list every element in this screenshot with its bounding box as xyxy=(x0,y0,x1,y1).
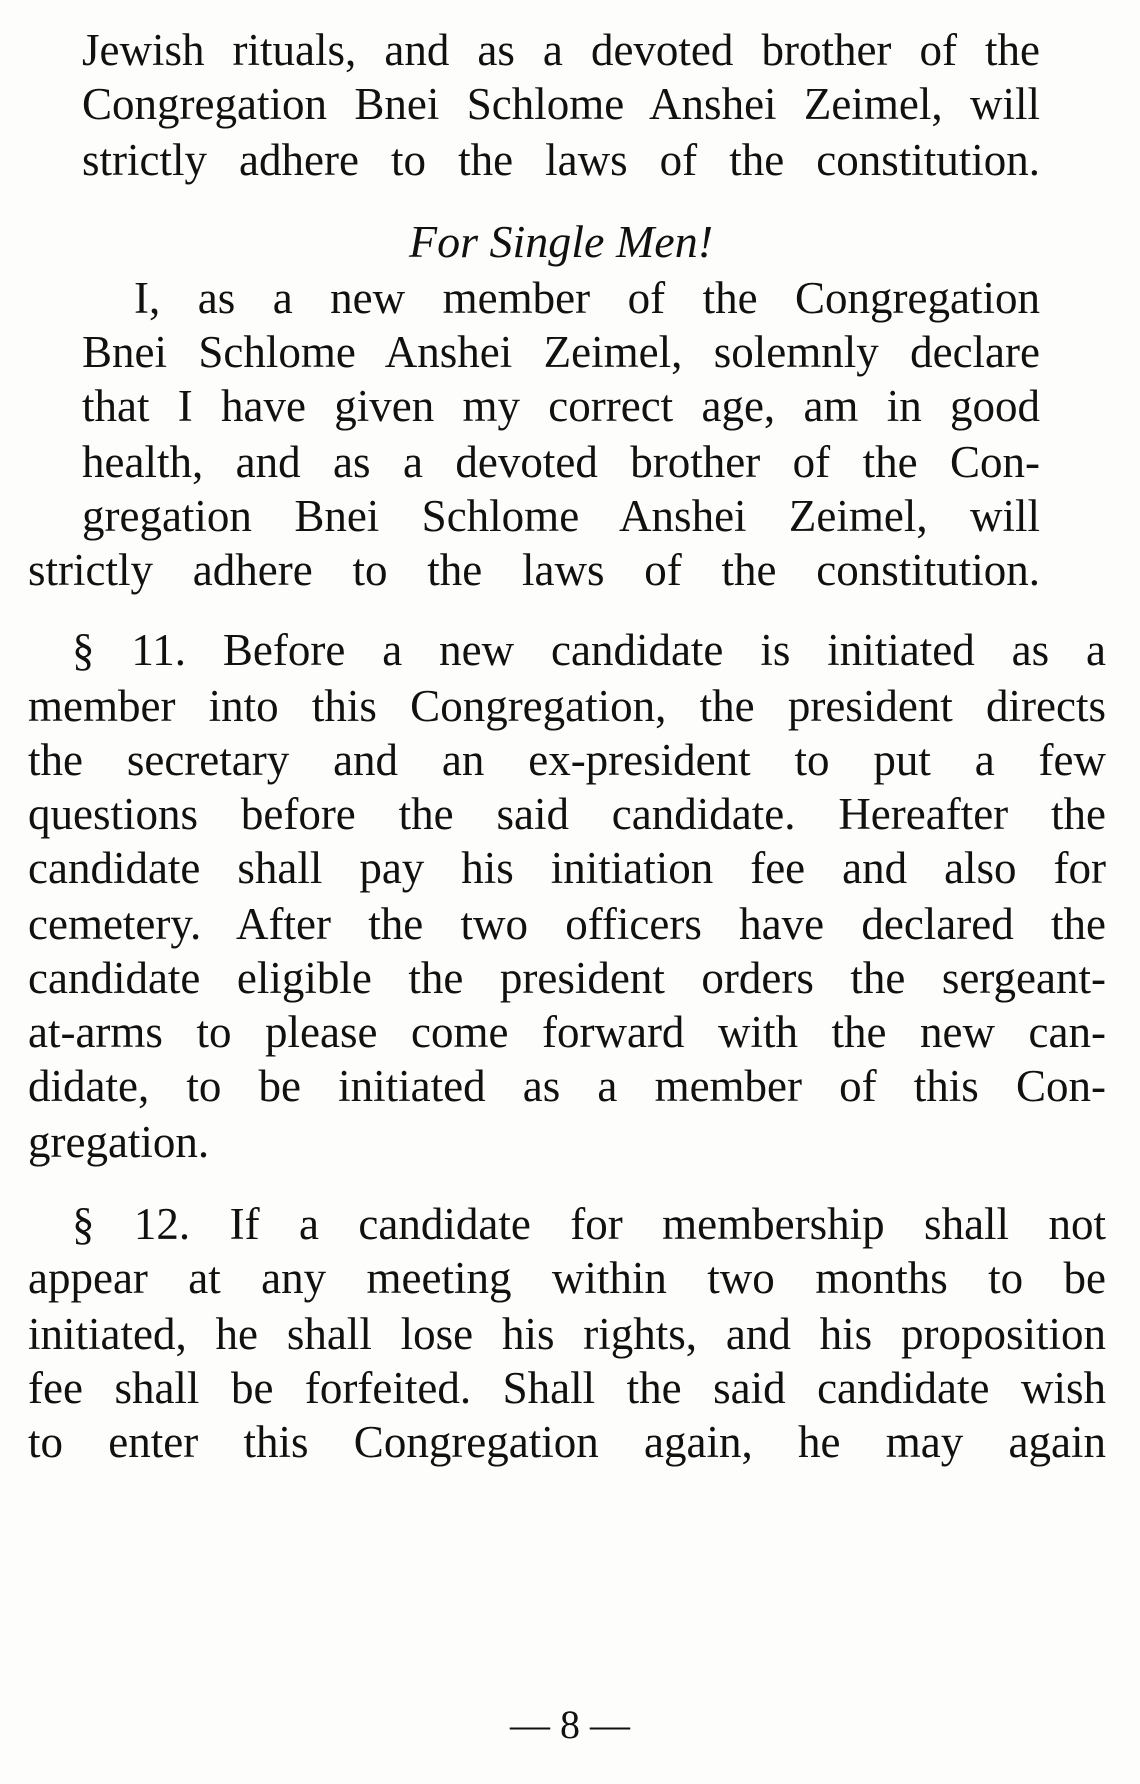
single-men-line-2: Bnei Schlome Anshei Zeimel, solemnly declare xyxy=(82,327,1040,377)
section-11-line-9: didate, to be initiated as a member of this Con- xyxy=(28,1061,1106,1111)
section-11-line-6: cemetery. After the two officers have declared the xyxy=(28,899,1106,949)
intro-line-2: Congregation Bnei Schlome Anshei Zeimel, will xyxy=(82,79,1040,129)
section-12-line-3: initiated, he shall lose his rights, and his proposition xyxy=(28,1309,1106,1359)
section-11-line-2: member into this Congregation, the president directs xyxy=(28,681,1106,731)
single-men-heading: For Single Men! xyxy=(408,216,714,267)
single-men-line-1: I, as a new member of the Congregation xyxy=(134,273,1040,323)
section-11-line-10: gregation. xyxy=(28,1117,210,1167)
section-12-line-2: appear at any meeting within two months to be xyxy=(28,1253,1106,1303)
section-11-line-7: candidate eligible the president orders the sergeant- xyxy=(28,953,1106,1003)
section-11-line-4: questions before the said candidate. Hereafter the xyxy=(28,789,1106,839)
intro-line-1: Jewish rituals, and as a devoted brother of the xyxy=(82,25,1040,75)
single-men-line-5: gregation Bnei Schlome Anshei Zeimel, will xyxy=(82,491,1040,541)
single-men-line-4: health, and as a devoted brother of the Con- xyxy=(82,437,1040,487)
section-12-line-1: § 12. If a candidate for membership shall not xyxy=(72,1199,1106,1249)
section-12-line-4: fee shall be forfeited. Shall the said candidate wish xyxy=(28,1363,1106,1413)
page-number: — 8 — xyxy=(510,1702,630,1747)
single-men-line-6: strictly adhere to the laws of the constitution. xyxy=(28,545,1040,595)
section-11-line-1: § 11. Before a new candidate is initiated as a xyxy=(72,625,1106,675)
section-11-line-3: the secretary and an ex-president to put a few xyxy=(28,735,1106,785)
single-men-line-3: that I have given my correct age, am in good xyxy=(82,381,1040,431)
section-12-line-5: to enter this Congregation again, he may again xyxy=(28,1417,1106,1467)
section-11-line-8: at-arms to please come forward with the new can- xyxy=(28,1007,1106,1057)
section-11-line-5: candidate shall pay his initiation fee and also for xyxy=(28,843,1106,893)
intro-line-3: strictly adhere to the laws of the constitution. xyxy=(82,135,1040,185)
